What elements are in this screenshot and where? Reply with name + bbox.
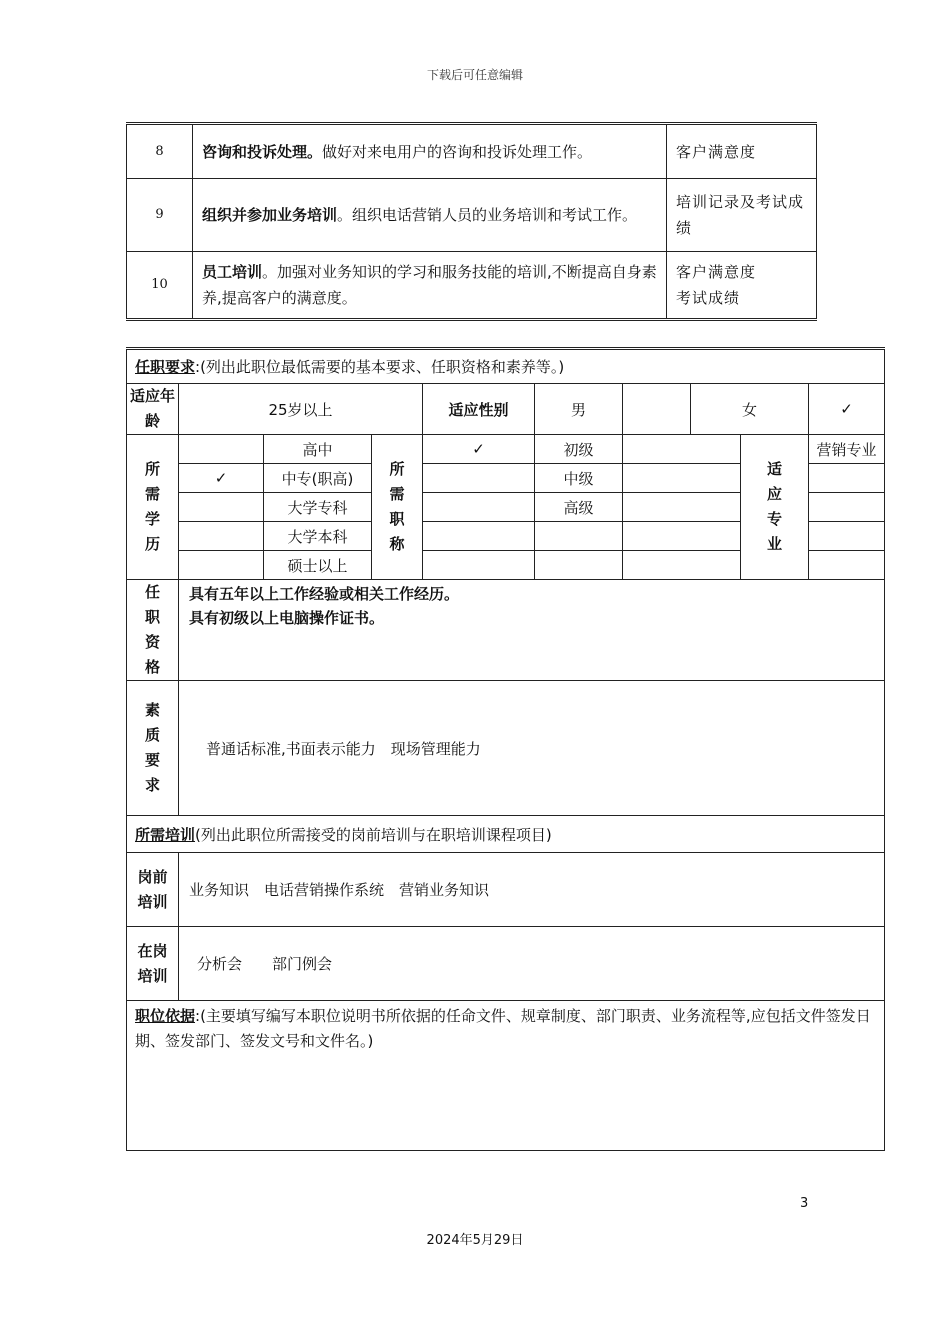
pre-training-content: 业务知识 电话营销操作系统 营销业务知识 [179, 853, 885, 927]
title-extra [623, 435, 741, 464]
basis-note: :(主要填写编写本职位说明书所依据的任命文件、规章制度、部门职责、业务流程等,应包括文件签发日期、签发部门、签发文号和文件名。) [135, 1007, 871, 1050]
duty-row [127, 179, 817, 252]
training-title-cell [127, 816, 885, 853]
duty-title: 咨询和投诉处理。 [202, 142, 323, 161]
title-check: ✓ [423, 435, 535, 464]
quality-label: 素质要求 [127, 681, 179, 816]
duty-title: 员工培训 [202, 263, 263, 281]
gender-label: 适应性别 [423, 384, 535, 435]
education-option: 大学本科 [264, 522, 372, 551]
major-option [809, 493, 885, 522]
title-check [423, 551, 535, 580]
education-option: 大学专科 [264, 493, 372, 522]
male-label: 男 [535, 384, 623, 435]
title-check [423, 464, 535, 493]
education-check [179, 551, 264, 580]
duty-text: 做好对来电用户的咨询和投诉处理工作。 [322, 142, 593, 161]
on-training-content: 分析会 部门例会 [179, 927, 885, 1001]
duties-table [126, 122, 817, 321]
female-check: ✓ [809, 384, 885, 435]
requirements-title-cell [127, 349, 885, 384]
duty-number: 9 [127, 179, 193, 252]
title-option: 中级 [535, 464, 623, 493]
qualification-row [127, 580, 885, 681]
major-option: 营销专业 [809, 435, 885, 464]
basis-title: 职位依据 [135, 1007, 196, 1025]
requirements-header-row [127, 349, 885, 384]
duty-description [193, 252, 667, 320]
pre-training-row [127, 853, 885, 927]
title-option: 高级 [535, 493, 623, 522]
training-note: (列出此职位所需接受的岗前培训与在职培训课程项目) [195, 825, 552, 844]
major-option [809, 522, 885, 551]
education-option: 中专(职高) [264, 464, 372, 493]
title-check [423, 522, 535, 551]
duty-description [193, 124, 667, 179]
title-label: 所需职称 [372, 435, 423, 580]
duty-criteria: 客户满意度 [667, 124, 817, 179]
quality-row [127, 681, 885, 816]
education-row [127, 435, 885, 464]
requirements-title: 任职要求 [135, 358, 196, 376]
pre-training-label: 岗前培训 [127, 853, 179, 927]
training-header-row [127, 816, 885, 853]
page-footer-date: 2024年5月29日 [426, 1233, 524, 1248]
basis-row [127, 1001, 885, 1151]
title-option: 初级 [535, 435, 623, 464]
male-check [623, 384, 691, 435]
duty-text: 。加强对业务知识的学习和服务技能的培训,不断提高自身素养,提高客户的满意度。 [202, 263, 657, 307]
title-extra [623, 522, 741, 551]
qualification-content [179, 580, 885, 681]
age-label: 适应年龄 [127, 384, 179, 435]
age-gender-row [127, 384, 885, 435]
qualification-item: 具有初级以上电脑操作证书。 [189, 609, 385, 627]
training-title: 所需培训 [135, 825, 196, 844]
page-number: 3 [800, 1196, 809, 1211]
age-value: 25岁以上 [179, 384, 423, 435]
title-extra [623, 464, 741, 493]
basis-cell [127, 1001, 885, 1151]
title-check [423, 493, 535, 522]
duty-row [127, 124, 817, 179]
qualification-label: 任职资格 [127, 580, 179, 681]
page-header: 下载后可任意编辑 [426, 68, 523, 82]
on-training-label: 在岗培训 [127, 927, 179, 1001]
requirements-table [126, 347, 885, 1151]
duty-description [193, 179, 667, 252]
education-check [179, 522, 264, 551]
duty-text: 。组织电话营销人员的业务培训和考试工作。 [337, 206, 638, 224]
education-check [179, 435, 264, 464]
on-training-row [127, 927, 885, 1001]
duty-number: 8 [127, 124, 193, 179]
title-extra [623, 551, 741, 580]
education-check: ✓ [179, 464, 264, 493]
duty-criteria: 客户满意度 考试成绩 [667, 252, 817, 320]
qualification-item: 具有五年以上工作经验或相关工作经历。 [189, 585, 460, 603]
major-label: 适应专业 [741, 435, 809, 580]
title-extra [623, 493, 741, 522]
female-label: 女 [691, 384, 809, 435]
education-option: 高中 [264, 435, 372, 464]
title-option [535, 522, 623, 551]
major-option [809, 551, 885, 580]
title-option [535, 551, 623, 580]
education-option: 硕士以上 [264, 551, 372, 580]
duty-title: 组织并参加业务培训 [202, 206, 338, 224]
requirements-note: :(列出此职位最低需要的基本要求、任职资格和素养等。) [195, 358, 565, 376]
duty-row [127, 252, 817, 320]
education-check [179, 493, 264, 522]
education-label: 所需学历 [127, 435, 179, 580]
duty-number: 10 [127, 252, 193, 320]
major-option [809, 464, 885, 493]
quality-content: 普通话标准,书面表示能力 现场管理能力 [179, 681, 885, 816]
duty-criteria: 培训记录及考试成绩 [667, 179, 817, 252]
